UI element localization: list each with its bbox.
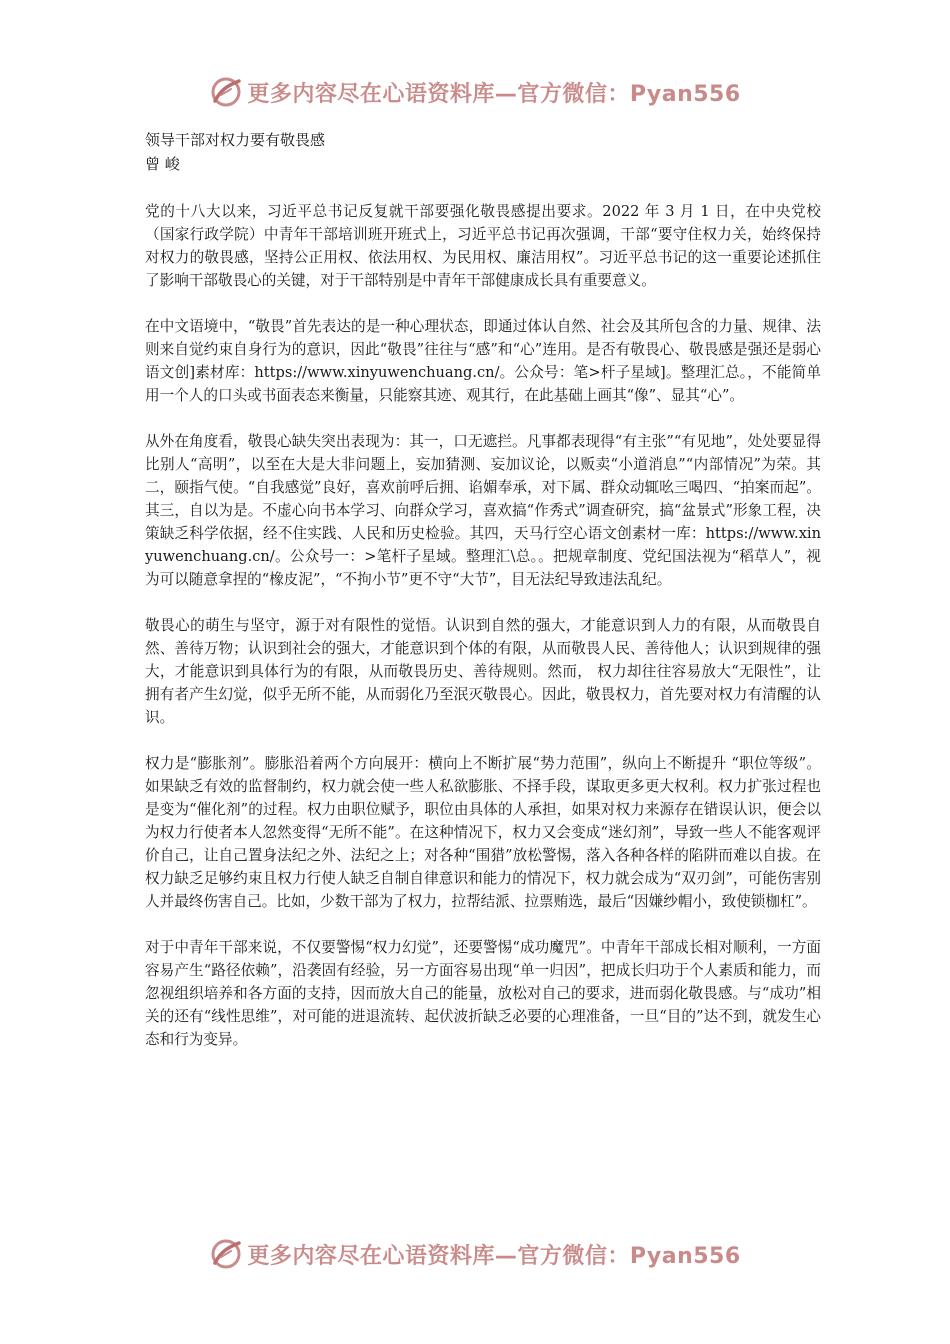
watermark-text: 更多内容尽在心语资料库—官方微信：Pyan556 bbox=[247, 81, 741, 107]
article-title: 领导干部对权力要有敬畏感 bbox=[145, 131, 326, 149]
brush-seal-icon bbox=[209, 75, 243, 109]
header-watermark-banner bbox=[0, 72, 950, 112]
brush-seal-icon bbox=[209, 1237, 243, 1271]
article-author: 曾 峻 bbox=[145, 155, 180, 173]
footer-watermark-banner bbox=[0, 1234, 950, 1274]
paragraph-2: 在中文语境中，“敬畏”首先表达的是一种心理状态，即通过体认自然、社会及其所包含的力量、规律、法则来自觉约束自身行为的意识，因此“敬畏”往往与“感”和“心”连用。是否有敬畏心、敬畏感是强还是弱心语文创]素材库：https://www.xinyuwenchuang.cn/。公众号：笔>杆子星域]。整理汇总。，不能简单用一个人的口头或书面表态来衡量，只能察其迹、观其行，在此基础上画其“像”、显其“心”。 bbox=[145, 318, 821, 404]
paragraph-6: 对于中青年干部来说，不仅要警惕“权力幻觉”，还要警惕“成功魔咒”。中青年干部成长相对顺利，一方面容易产生“路径依赖”，沿袭固有经验，另一方面容易出现“单一归因”，把成长归功于个人素质和能力，而忽视组织培养和各方面的支持，因而放大自己的能量，放松对自己的要求，进而弱化敬畏感。与“成功”相关的还有“线性思维”，对可能的进退流转、起伏波折缺乏必要的心理准备，一旦“目的”达不到，就发生心态和行为变异。 bbox=[145, 939, 821, 1048]
article-body bbox=[145, 128, 821, 1074]
paragraph-3: 从外在角度看，敬畏心缺失突出表现为：其一，口无遮拦。凡事都表现得“有主张”“有见地”，处处要显得比别人“高明”，以至在大是大非问题上，妄加猜测、妄加议论，以贩卖“小道消息”“内部情况”为荣。其二，颐指气使。“自我感觉”良好，喜欢前呼后拥、谄媚奉承，对下属、群众动辄吆三喝四、“拍案而起”。其三，自以为是。不虚心向书本学习、向群众学习，喜欢搞“作秀式”调查研究，搞“盆景式”形象工程，决策缺乏科学依据，经不住实践、人民和历史检验。其四，天马行空心语文创素材一库：https://www.xinyuwenchuang.cn/。公众号一：>笔杆子星域。整理汇\总。。把规章制度、党纪国法视为“稻草人”，视为可以随意拿捏的“橡皮泥”，“不拘小节”更不守“大节”，目无法纪导致违法乱纪。 bbox=[145, 433, 821, 588]
watermark-text: 更多内容尽在心语资料库—官方微信：Pyan556 bbox=[247, 1243, 741, 1269]
paragraph-4: 敬畏心的萌生与坚守，源于对有限性的觉悟。认识到自然的强大，才能意识到人力的有限，从而敬畏自然、善待万物；认识到社会的强大，才能意识到个体的有限，从而敬畏人民、善待他人；认识到规律的强大，才能意识到具体行为的有限，从而敬畏历史、善待规则。然而， 权力却往往容易放大“无限性”，让拥有者产生幻觉，似乎无所不能，从而弱化乃至泯灭敬畏心。因此，敬畏权力，首先要对权力有清醒的认识。 bbox=[145, 617, 821, 726]
paragraph-5: 权力是“膨胀剂”。膨胀沿着两个方向展开：横向上不断扩展“势力范围”，纵向上不断提升 “职位等级”。如果缺乏有效的监督制约，权力就会使一些人私欲膨胀、不择手段，谋取更多更大权利。权力扩张过程也是变为“催化剂”的过程。权力由职位赋予，职位由具体的人承担，如果对权力来源存在错误认识，便会以为权力行使者本人忽然变得“无所不能”。在这种情况下，权力又会变成“迷幻剂”，导致一些人不能客观评价自己，让自己置身法纪之外、法纪之上；对各种“围猎”放松警惕，落入各种各样的陷阱而难以自拔。在权力缺乏足够约束且权力行使人缺乏自制自律意识和能力的情况下，权力就会成为“双刃剑”，可能伤害别人并最终伤害自己。比如，少数干部为了权力，拉帮结派、拉票贿选，最后“因嫌纱帽小，致使锁枷杠”。 bbox=[145, 755, 821, 910]
paragraph-1: 党的十八大以来，习近平总书记反复就干部要强化敬畏感提出要求。2022 年 3 月 1 日，在中央党校（国家行政学院）中青年干部培训班开班式上，习近平总书记再次强调，干部“要守住权力关，始终保持对权力的敬畏感，坚持公正用权、依法用权、为民用权、廉洁用权”。习近平总书记的这一重要论述抓住了影响干部敬畏心的关键，对于干部特别是中青年干部健康成长具有重要意义。 bbox=[145, 203, 821, 289]
